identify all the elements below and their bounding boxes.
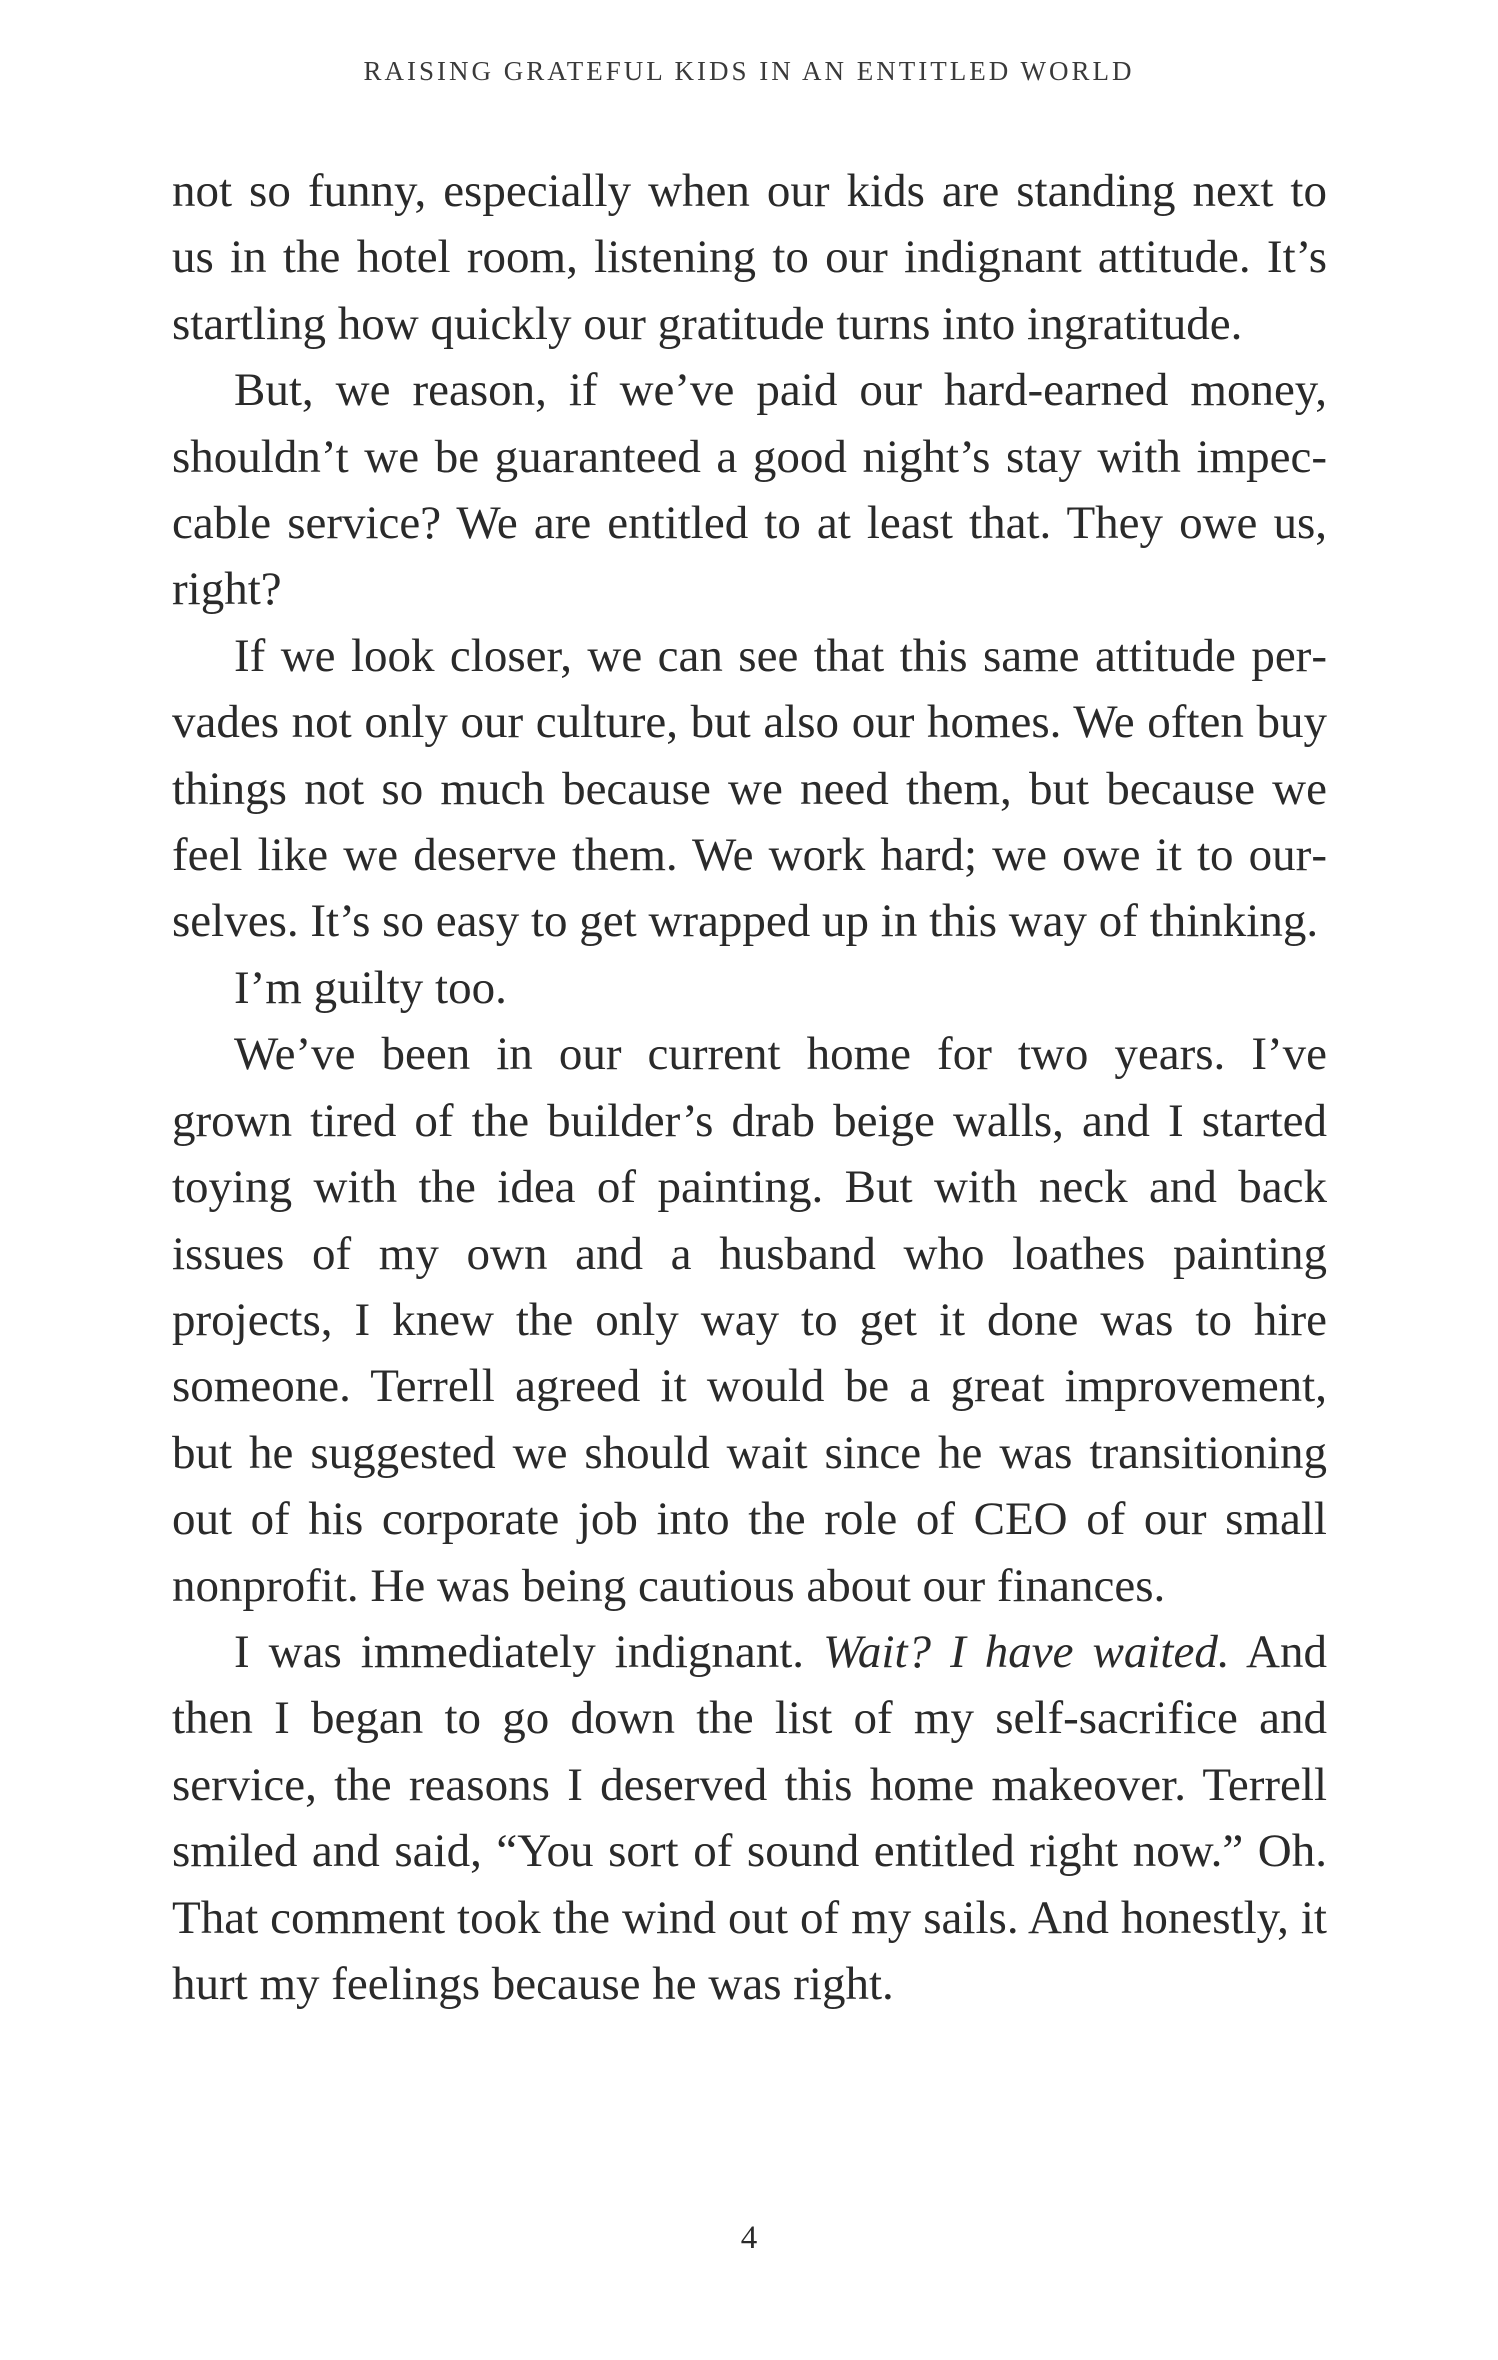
paragraph: But, we reason, if we’ve paid our hard-earned money, shouldn’t we be guaranteed a good night’s stay with impeccable service? We are entitled to at least that. They owe us, right? <box>172 364 1327 616</box>
paragraph <box>172 1619 1327 2017</box>
paragraph-text: I was immediately indignant. <box>234 1625 824 1678</box>
page-number: 4 <box>740 2220 758 2256</box>
italic-emphasis: Wait? I have waited. <box>823 1625 1230 1678</box>
paragraph: We’ve been in our current home for two years. I’ve grown tired of the builder’s drab beige walls, and I started toying with the idea of painting. But with neck and back issues of my own and a husband who loathes painting projects, I knew the only way to get it done was to hire someone. Terrell agreed it would be a great improvement, but he suggested we should wait since he was transitioning out of his corporate job into the role of CEO of our small nonprofit. He was being cautious about our finances. <box>172 1028 1327 1612</box>
paragraph: I’m guilty too. <box>234 961 507 1014</box>
running-head: RAISING GRATEFUL KIDS IN AN ENTITLED WORLD <box>363 56 1135 86</box>
paragraph: not so funny, especially when our kids are standing next to us in the hotel room, listening to our indignant attitude. It’s startling how quickly our gratitude turns into ingratitude. <box>172 165 1327 350</box>
paragraph-text: And then I began to go down the list of my self-sacrifice and service, the reasons I deserved this home makeover. Terrell smiled and said, “You sort of sound entitled right now.” Oh. That comment took the wind out of my sails. And honestly, it hurt my feelings because he was right. <box>172 1625 1327 2010</box>
paragraph: If we look closer, we can see that this same attitude pervades not only our culture, but also our homes. We often buy things not so much because we need them, but because we feel like we deserve them. We work hard; we owe it to ourselves. It’s so easy to get wrapped up in this way of thinking. <box>172 629 1327 948</box>
body-text <box>172 158 1327 2017</box>
